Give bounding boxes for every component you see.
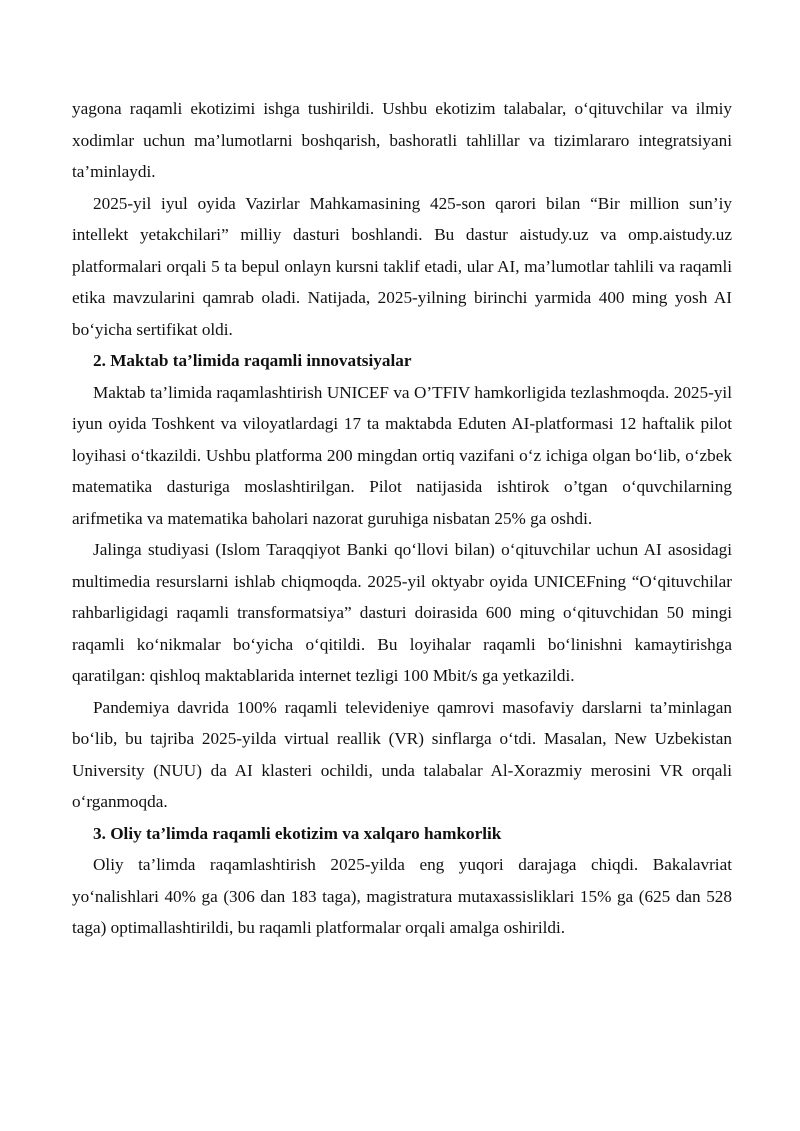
- paragraph-pandemic-vr: Pandemiya davrida 100% raqamli televideniye qamrovi masofaviy darslarni ta’minlagan bo‘lib, bu tajriba 2025-yilda virtual reallik (VR) sinflarga o‘tdi. Masalan, New Uzbekistan University (NUU) da AI klasteri ochildi, unda talabalar Al-Xorazmiy merosini VR orqali o‘rganmoqda.: [72, 697, 732, 811]
- section-heading-school-education: 2. Maktab ta’limida raqamli innovatsiyalar: [93, 351, 412, 370]
- paragraph-jalinga-studio: Jalinga studiyasi (Islom Taraqqiyot Banki qo‘llovi bilan) o‘qituvchilar uchun AI asosidagi multimedia resurslarni ishlab chiqmoqda. 2025-yil oktyabr oyida UNICEFning “O‘qituvchilar rahbarligidagi raqamli transformatsiya” dasturi doirasida 600 ming o‘qituvchidan 50 mingi raqamli ko‘nikmalar bo‘yicha o‘qitildi. Bu loyihalar raqamli bo‘linishni kamaytirishga qaratilgan: qishloq maktablarida internet tezligi 100 Mbit/s ga yetkazildi.: [72, 540, 732, 685]
- section-heading-higher-education: 3. Oliy ta’limda raqamli ekotizim va xalqaro hamkorlik: [93, 823, 502, 843]
- paragraph-ai-leaders-program: 2025-yil iyul oyida Vazirlar Mahkamasining 425-son qarori bilan “Bir million sun’iy intellekt yetakchilari” milliy dasturi boshlandi. Bu dastur aistudy.uz va omp.aistudy.uz platformalari orqali 5 ta bepul onlayn kursni taklif etadi, ular AI, ma’lumotlar tahlili va raqamli etika mavzularini qamrab oladi. Natijada, 2025-yilning birinchi yarmida 400 ming yosh AI bo‘yicha sertifikat oldi.: [72, 193, 732, 339]
- paragraph-higher-education-digitalization: Oliy ta’limda raqamlashtirish 2025-yilda eng yuqori darajaga chiqdi. Bakalavriat yo‘nalishlari 40% ga (306 dan 183 taga), magistratura mutaxassisliklari 15% ga (625 dan 528 taga) optimallashtirildi, bu raqamli platformalar orqali amalga oshirildi.: [72, 855, 732, 937]
- paragraph-ecosystem-continuation: yagona raqamli ekotizimi ishga tushirildi. Ushbu ekotizim talabalar, o‘qituvchilar va ilmiy xodimlar uchun ma’lumotlarni boshqarish, bashoratli tahlillar va tizimlararo integratsiyani ta’minlaydi.: [72, 99, 732, 181]
- paragraph-school-digitalization: Maktab ta’limida raqamlashtirish UNICEF va O’TFIV hamkorligida tezlashmoqda. 2025-yil iyun oyida Toshkent va viloyatlardagi 17 ta maktabda Eduten AI-platformasi 12 haftalik pilot loyihasi o‘tkazildi. Ushbu platforma 200 mingdan ortiq vazifani o‘z ichiga olgan bo‘lib, o‘zbek matematika dasturiga moslashtirilgan. Pilot natijasida ishtirok o’tgan o‘quvchilarning arifmetika va matematika baholari nazorat guruhiga nisbatan 25% ga oshdi.: [72, 382, 732, 528]
- document-page: [72, 93, 732, 944]
